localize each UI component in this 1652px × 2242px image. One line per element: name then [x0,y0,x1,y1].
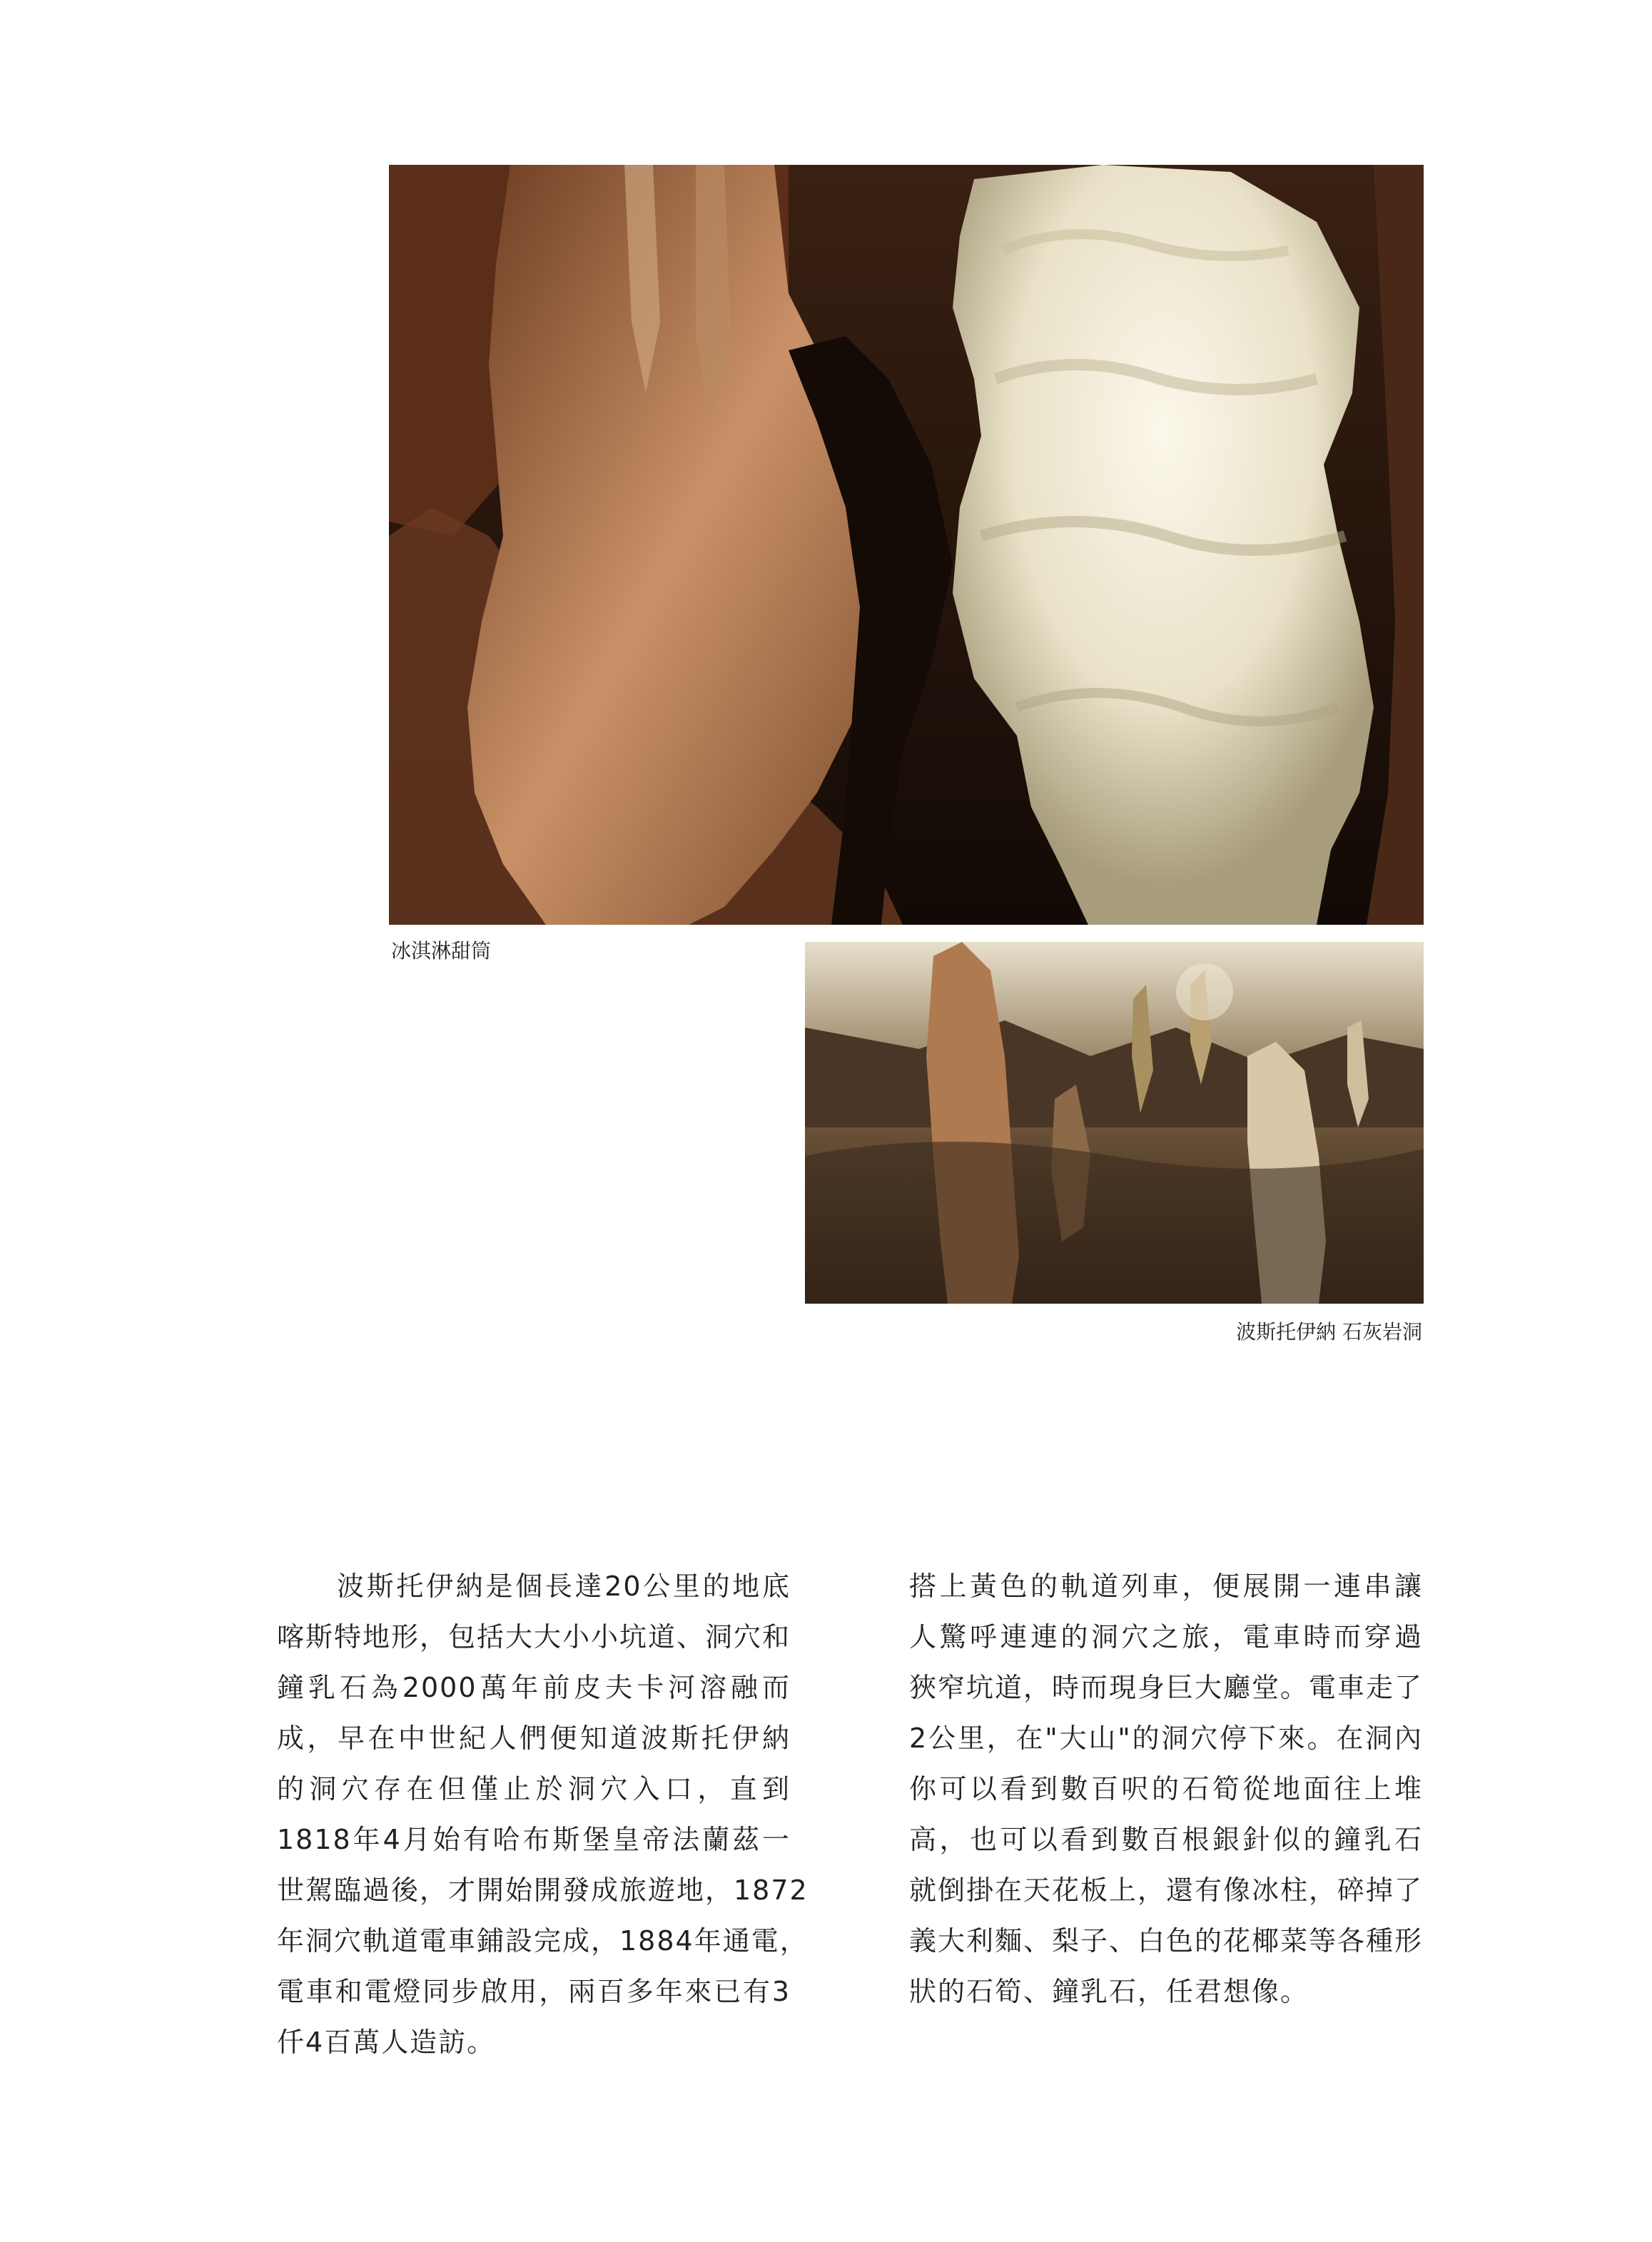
text-line: 就倒掛在天花板上，還有像冰柱，碎掉了 [909,1875,1424,1906]
text-line: 電車和電燈同步啟用，兩百多年來已有3 [277,1976,791,2007]
text-line: 狀的石筍、鐘乳石，任君想像。 [909,1976,1309,2007]
text-line: 2公里，在"大山"的洞穴停下來。在洞內 [909,1723,1423,1754]
text-line: 仟4百萬人造訪。 [277,2027,496,2058]
article-left-column [277,1561,809,2068]
text-line: 世駕臨過後，才開始開發成旅遊地，1872 [277,1875,809,1906]
cave-photo-ice-cream-cone [389,165,1424,925]
text-line: 年洞穴軌道電車鋪設完成，1884年通電， [277,1925,809,1957]
text-line: 你可以看到數百呎的石筍從地面往上堆 [909,1773,1423,1805]
text-line: 人驚呼連連的洞穴之旅，電車時而穿過 [909,1621,1423,1653]
text-line: 1818年4月始有哈布斯堡皇帝法蘭茲一 [277,1824,791,1855]
text-line: 高，也可以看到數百根銀針似的鐘乳石 [909,1824,1423,1855]
text-line: 義大利麵、梨子、白色的花椰菜等各種形 [909,1925,1424,1957]
text-line: 搭上黃色的軌道列車，便展開一連串讓 [909,1571,1423,1602]
cave-photo-postojna [805,942,1424,1304]
article-right-column [909,1561,1423,2017]
text-line: 鐘乳石為2000萬年前皮夫卡河溶融而 [277,1672,791,1703]
text-line: 波斯托伊納是個長達20公里的地底 [337,1571,791,1602]
photo-caption-top: 冰淇淋甜筒 [391,939,492,963]
photo-caption-bottom: 波斯托伊納 石灰岩洞 [1236,1320,1422,1344]
text-line: 狹窄坑道，時而現身巨大廳堂。電車走了 [909,1672,1424,1703]
cave-interior-photo-icon [805,942,1424,1304]
text-line: 的洞穴存在但僅止於洞穴入口，直到 [277,1773,791,1805]
text-line: 喀斯特地形，包括大大小小坑道、洞穴和 [277,1621,791,1653]
text-line: 成，早在中世紀人們便知道波斯托伊納 [277,1723,791,1754]
cave-stalagmite-photo-icon [389,165,1424,925]
